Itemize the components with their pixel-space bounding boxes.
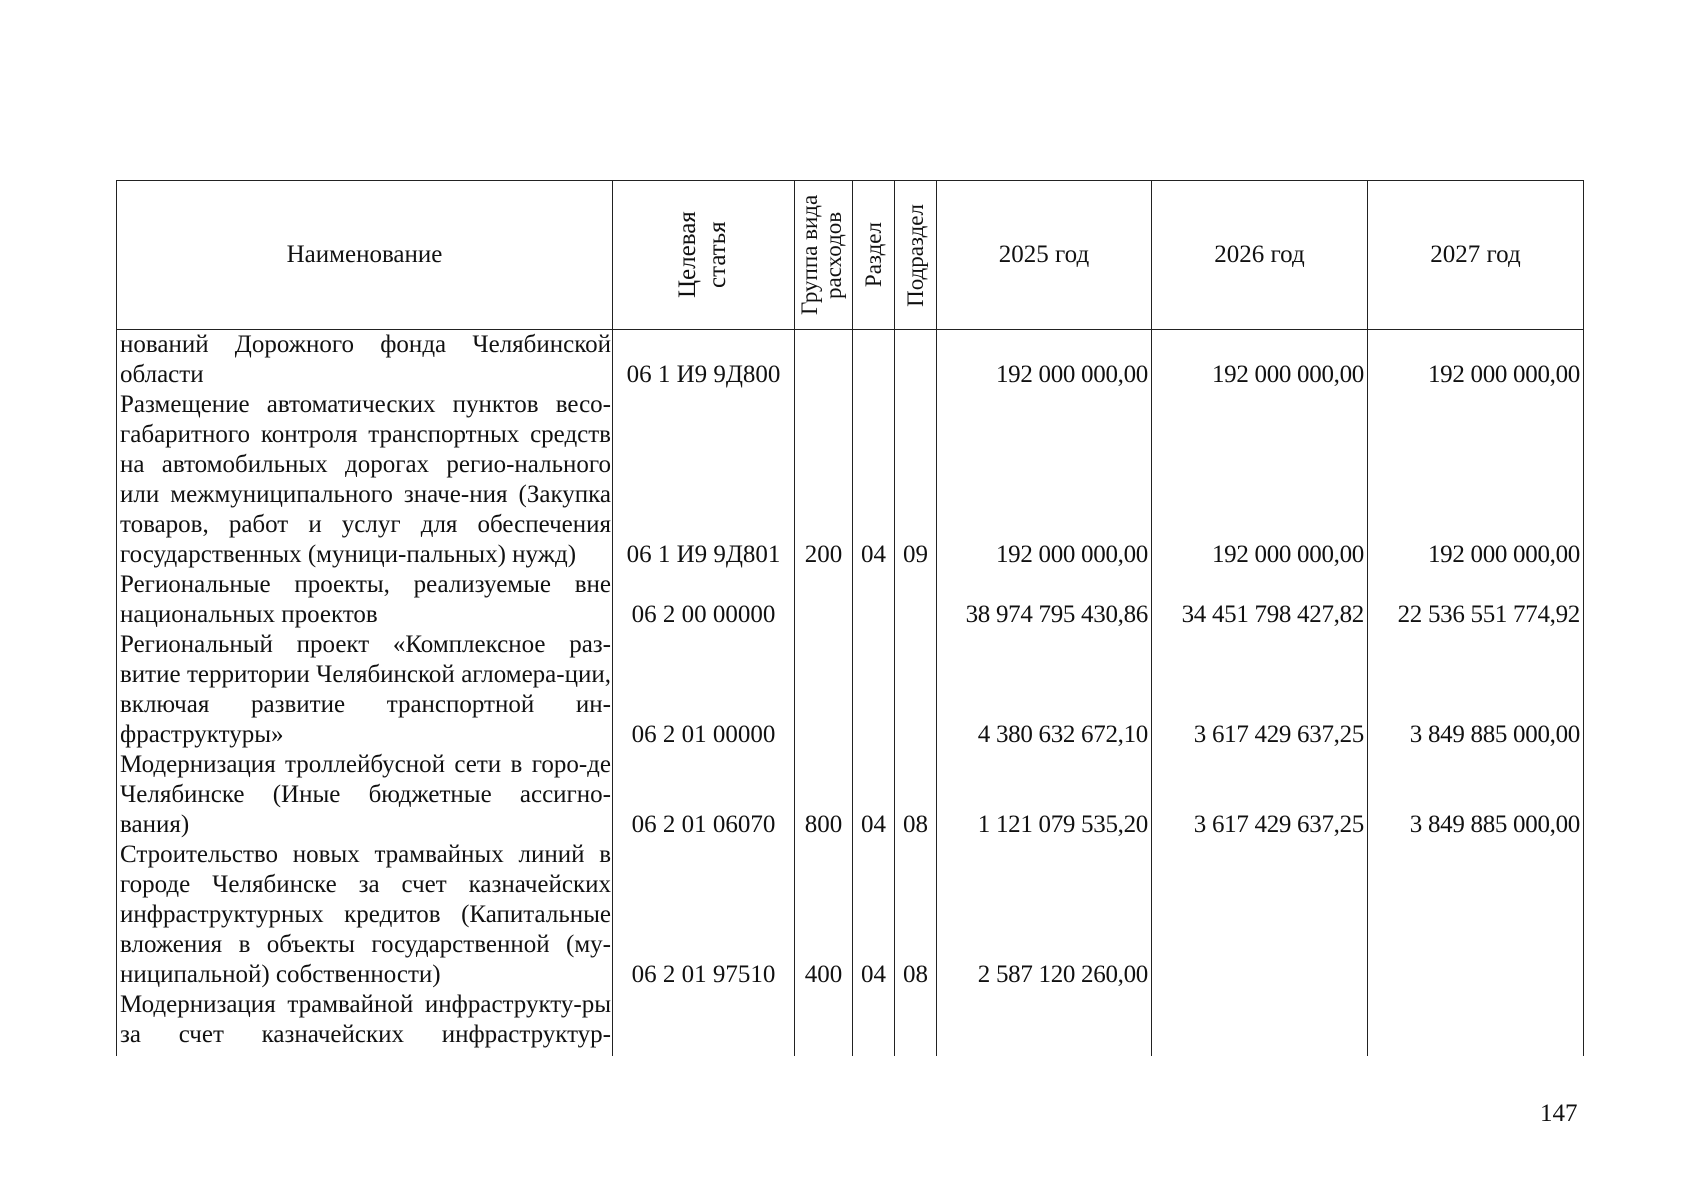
row-section: 04	[853, 390, 895, 570]
row-section: 04	[853, 840, 895, 990]
header-2025: 2025 год	[937, 181, 1152, 330]
row-2025: 4 380 632 672,10	[937, 630, 1152, 750]
header-expense-group	[795, 181, 853, 330]
row-2027: 3 849 885 000,00	[1368, 630, 1584, 750]
header-subsection	[895, 181, 937, 330]
row-group: 200	[795, 390, 853, 570]
row-code: 06 1 И9 9Д801	[613, 390, 795, 570]
row-group	[795, 990, 853, 1056]
row-section	[853, 330, 895, 391]
table-row	[117, 750, 1584, 840]
row-name: нований Дорожного фонда Челябинской области	[117, 330, 613, 391]
header-2027: 2027 год	[1368, 181, 1584, 330]
row-section	[853, 630, 895, 750]
row-2027: 22 536 551 774,92	[1368, 570, 1584, 630]
row-group: 800	[795, 750, 853, 840]
row-name: Модернизация трамвайной инфраструкту-ры за счет казначейских инфраструктур-	[117, 990, 613, 1056]
row-code: 06 2 01 00000	[613, 630, 795, 750]
row-section	[853, 990, 895, 1056]
row-2026: 192 000 000,00	[1152, 330, 1368, 391]
row-subsection: 08	[895, 750, 937, 840]
row-subsection	[895, 630, 937, 750]
header-name: Наименование	[117, 181, 613, 330]
row-code: 06 2 01 97510	[613, 840, 795, 990]
row-subsection	[895, 330, 937, 391]
row-group	[795, 570, 853, 630]
table-row	[117, 630, 1584, 750]
row-group	[795, 630, 853, 750]
row-2026: 3 617 429 637,25	[1152, 630, 1368, 750]
row-subsection: 08	[895, 840, 937, 990]
row-2025: 192 000 000,00	[937, 390, 1152, 570]
budget-table	[116, 180, 1584, 1056]
header-section	[853, 181, 895, 330]
page-number: 147	[1540, 1100, 1578, 1127]
row-code: 06 2 00 00000	[613, 570, 795, 630]
row-2027	[1368, 840, 1584, 990]
header-expense-group-text: Группа вида расходов	[796, 194, 846, 316]
header-section-text: Раздел	[860, 222, 886, 288]
row-subsection	[895, 990, 937, 1056]
row-code: 06 2 01 06070	[613, 750, 795, 840]
row-section	[853, 570, 895, 630]
header-target-article-text: Целевая статья	[673, 211, 731, 299]
row-name: Строительство новых трамвайных линий в городе Челябинске за счет казначейских инфраструктурных кредитов (Капитальные вложения в объекты государственной (му-ниципальной) собственности)	[117, 840, 613, 990]
row-2027	[1368, 990, 1584, 1056]
table-row	[117, 330, 1584, 391]
table-body	[117, 330, 1584, 1057]
row-subsection: 09	[895, 390, 937, 570]
row-2027: 192 000 000,00	[1368, 390, 1584, 570]
row-2026	[1152, 840, 1368, 990]
row-2025: 1 121 079 535,20	[937, 750, 1152, 840]
table-header	[117, 181, 1584, 330]
row-code: 06 1 И9 9Д800	[613, 330, 795, 391]
row-2026: 34 451 798 427,82	[1152, 570, 1368, 630]
table-row	[117, 840, 1584, 990]
row-group: 400	[795, 840, 853, 990]
table-row	[117, 570, 1584, 630]
header-2026: 2026 год	[1152, 181, 1368, 330]
table-row	[117, 390, 1584, 570]
table-row	[117, 990, 1584, 1056]
row-2027: 192 000 000,00	[1368, 330, 1584, 391]
row-2026	[1152, 990, 1368, 1056]
row-name: Региональный проект «Комплексное раз-витие территории Челябинской агломера-ции, включая развитие транспортной ин-фраструктуры»	[117, 630, 613, 750]
row-name: Региональные проекты, реализуемые вне национальных проектов	[117, 570, 613, 630]
row-2026: 192 000 000,00	[1152, 390, 1368, 570]
header-target-article	[613, 181, 795, 330]
row-group	[795, 330, 853, 391]
row-2025: 192 000 000,00	[937, 330, 1152, 391]
row-2027: 3 849 885 000,00	[1368, 750, 1584, 840]
row-2025: 38 974 795 430,86	[937, 570, 1152, 630]
row-name: Размещение автоматических пунктов весо-габаритного контроля транспортных средств на автомобильных дорогах регио-нального или межмуниципального значе-ния (Закупка товаров, работ и услуг для обеспечения государственных (муници-пальных) нужд)	[117, 390, 613, 570]
row-name: Модернизация троллейбусной сети в горо-де Челябинске (Иные бюджетные ассигно-вания)	[117, 750, 613, 840]
row-2025: 2 587 120 260,00	[937, 840, 1152, 990]
row-2025	[937, 990, 1152, 1056]
row-subsection	[895, 570, 937, 630]
row-section: 04	[853, 750, 895, 840]
header-subsection-text: Подраздел	[902, 203, 928, 307]
row-2026: 3 617 429 637,25	[1152, 750, 1368, 840]
row-code	[613, 990, 795, 1056]
